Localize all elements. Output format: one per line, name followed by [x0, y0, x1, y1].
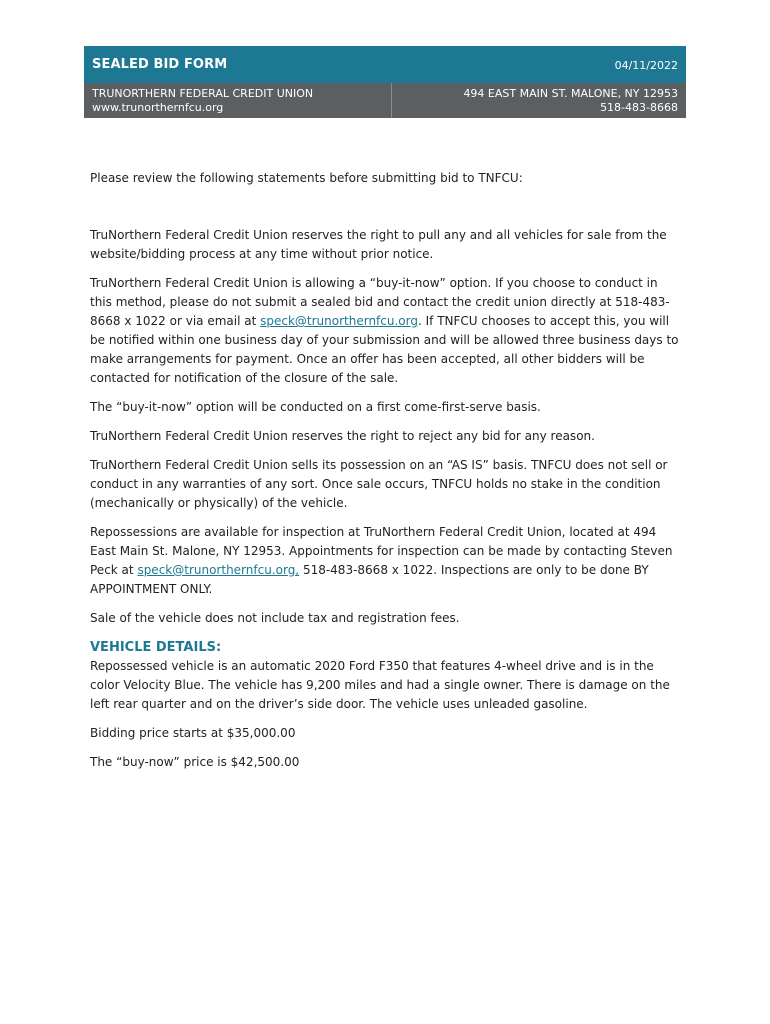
header-org-block	[84, 83, 392, 118]
inspection-email-link[interactable]: speck@trunorthernfcu.org,	[137, 563, 300, 577]
organization-name: TRUNORTHERN FEDERAL CREDIT UNION	[92, 87, 314, 100]
bidding-price: Bidding price starts at $35,000.00	[90, 726, 296, 740]
header-info-bar	[84, 83, 686, 118]
email-link[interactable]: speck@trunorthernfcu.org	[260, 314, 418, 328]
vehicle-description: Repossessed vehicle is an automatic 2020 Ford F350 that features 4-wheel drive and is in the color Velocity Blue. The vehicle has 9,200 miles and had a single owner. There is damage on the left rear quarter and on the driver’s side door. The vehicle uses unleaded gasoline.	[90, 659, 670, 711]
statement-first-come: The “buy-it-now” option will be conducted on a first come-first-serve basis.	[90, 400, 541, 414]
document-header	[84, 46, 686, 118]
intro-text: Please review the following statements before submitting bid to TNFCU:	[90, 171, 523, 185]
organization-phone: 518-483-8668	[600, 101, 678, 114]
statement-inspection-text-1: Repossessions are available for inspection at TruNorthern Federal Credit Union, located at 494 East Main St. Malone, NY 12953. Appointments for inspection can be made by contacting Steven Peck at	[90, 525, 673, 577]
statement-inspection	[90, 523, 682, 599]
header-title-bar	[84, 46, 686, 83]
statement-pull-vehicles: TruNorthern Federal Credit Union reserves the right to pull any and all vehicles for sale from the website/bidding process at any time without prior notice.	[90, 228, 667, 261]
statement-inspection-text-2: 518-483-8668 x 1022. Inspections are only to be done BY APPOINTMENT ONLY.	[90, 563, 649, 596]
document-body	[90, 169, 682, 782]
statement-buy-it-now	[90, 274, 682, 388]
statement-reject-bid: TruNorthern Federal Credit Union reserves the right to reject any bid for any reason.	[90, 429, 595, 443]
form-date: 04/11/2022	[614, 59, 678, 72]
form-title: SEALED BID FORM	[92, 57, 228, 72]
buy-now-price: The “buy-now” price is $42,500.00	[90, 755, 300, 769]
organization-address: 494 EAST MAIN ST. MALONE, NY 12953	[463, 87, 678, 100]
statement-tax-fees: Sale of the vehicle does not include tax and registration fees.	[90, 611, 460, 625]
statement-as-is: TruNorthern Federal Credit Union sells its possession on an “AS IS” basis. TNFCU does not sell or conduct in any warranties of any sort. Once sale occurs, TNFCU holds no stake in the condition (mechanically or physically) of the vehicle.	[90, 458, 668, 510]
organization-website[interactable]: www.trunorthernfcu.org	[92, 101, 224, 114]
vehicle-details-heading: VEHICLE DETAILS:	[90, 640, 222, 655]
statement-buy-it-now-text-2: . If TNFCU chooses to accept this, you will be notified within one business day of your submission and will be allowed three business days to make arrangements for payment. Once an offer has been accepted, all other bidders will be contacted for notification of the closure of the sale.	[90, 314, 679, 385]
statement-buy-it-now-text-1: TruNorthern Federal Credit Union is allowing a “buy-it-now” option. If you choose to conduct in this method, please do not submit a sealed bid and contact the credit union directly at 518-483-8668 x 1022 or via email at	[90, 276, 670, 328]
